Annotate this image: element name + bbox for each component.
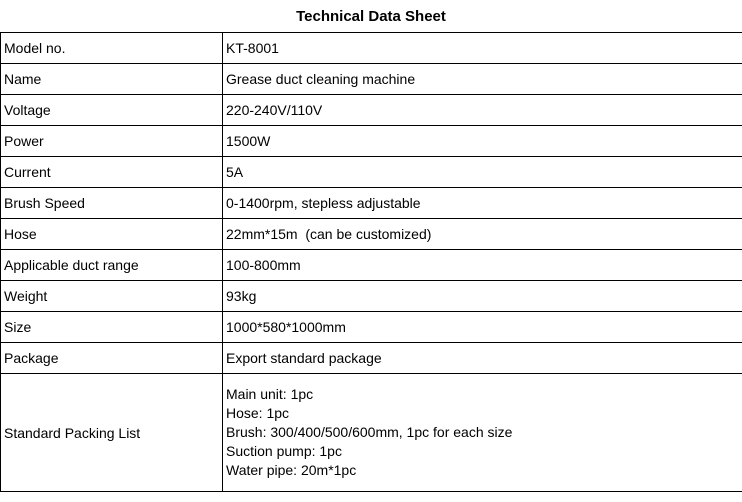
row-label: Voltage <box>1 95 223 126</box>
packing-item: Brush: 300/400/500/600mm, 1pc for each size <box>226 424 513 440</box>
table-row <box>1 64 742 95</box>
row-value: 0-1400rpm, stepless adjustable <box>223 188 742 219</box>
row-value: 1500W <box>223 126 742 157</box>
sheet-title: Technical Data Sheet <box>0 0 742 33</box>
row-value: 22mm*15m (can be customized) <box>223 219 742 250</box>
row-label: Applicable duct range <box>1 250 223 281</box>
row-label: Power <box>1 126 223 157</box>
row-value: 1000*580*1000mm <box>223 312 742 343</box>
table-row <box>1 312 742 343</box>
row-label: Brush Speed <box>1 188 223 219</box>
packing-list-row <box>1 374 742 492</box>
packing-list-items <box>223 374 742 492</box>
packing-item: Main unit: 1pc <box>226 386 314 402</box>
table-row <box>1 343 742 374</box>
packing-item: Water pipe: 20m*1pc <box>226 462 357 478</box>
row-value: Export standard package <box>223 343 742 374</box>
row-value: 100-800mm <box>223 250 742 281</box>
table-row <box>1 219 742 250</box>
row-value: KT-8001 <box>223 33 742 64</box>
packing-item: Hose: 1pc <box>226 405 290 421</box>
row-value: 93kg <box>223 281 742 312</box>
row-label: Package <box>1 343 223 374</box>
row-label: Weight <box>1 281 223 312</box>
row-label: Size <box>1 312 223 343</box>
row-label: Current <box>1 157 223 188</box>
table-row <box>1 188 742 219</box>
row-label: Model no. <box>1 33 223 64</box>
row-label: Name <box>1 64 223 95</box>
packing-item: Suction pump: 1pc <box>226 443 342 459</box>
table-row <box>1 157 742 188</box>
table-row <box>1 281 742 312</box>
spec-table <box>0 32 742 492</box>
table-row <box>1 33 742 64</box>
packing-list-label: Standard Packing List <box>1 374 223 492</box>
row-value: 220-240V/110V <box>223 95 742 126</box>
table-row <box>1 95 742 126</box>
row-value: 5A <box>223 157 742 188</box>
table-row <box>1 250 742 281</box>
row-label: Hose <box>1 219 223 250</box>
row-value: Grease duct cleaning machine <box>223 64 742 95</box>
table-row <box>1 126 742 157</box>
